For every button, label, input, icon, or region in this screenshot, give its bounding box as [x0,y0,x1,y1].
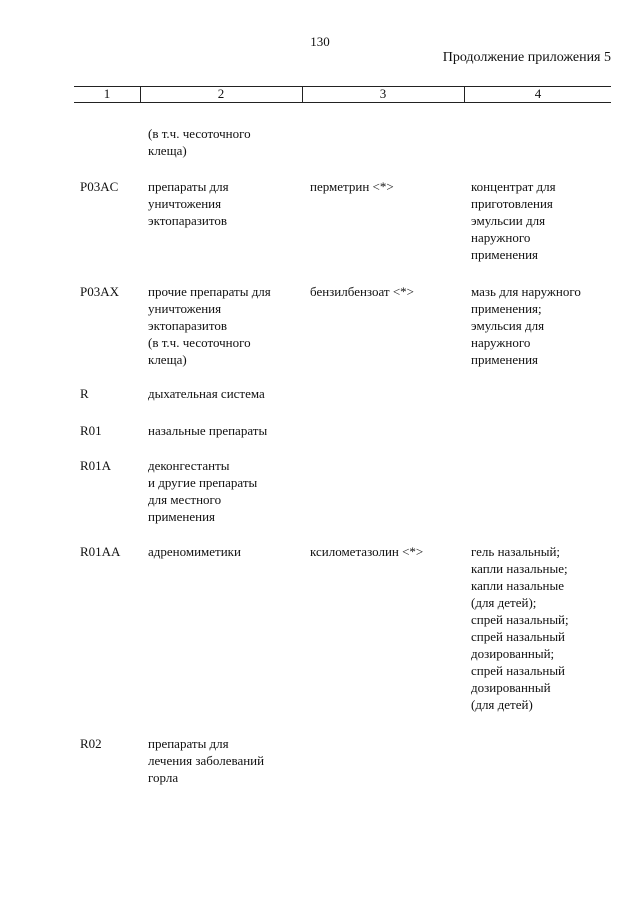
atc-code: P03AX [80,284,120,299]
group-name-line: для местного [148,492,222,507]
atc-code: R01A [80,458,112,473]
dosage-forms-line: мазь для наружного [471,284,581,299]
group-name [148,125,251,159]
dosage-forms-line: приготовления [471,196,553,211]
atc-code: R01 [80,423,102,438]
dosage-forms-line: спрей назальный [471,629,566,644]
header-cell-1: 1 [103,86,111,101]
group-name [148,543,241,560]
dosage-forms [471,283,581,368]
dosage-forms [471,178,556,263]
dosage-forms-line: наружного [471,335,531,350]
atc-code: R [80,386,89,401]
group-name-line: (в т.ч. чесоточного [148,335,251,350]
substance-name [310,283,414,300]
group-name-line: уничтожения [148,301,222,316]
atc-code: P03AC [80,179,119,194]
atc-code: R01AA [80,544,121,559]
page-number: 130 [310,34,330,49]
continuation-note: Продолжение приложения 5 [442,50,611,65]
group-name-line: клеща) [148,352,187,367]
group-name-line: препараты для [148,736,229,751]
dosage-forms-line: капли назальные; [471,561,568,576]
substance-name [310,178,394,195]
group-name [148,283,271,368]
dosage-forms-line: капли назальные [471,578,564,593]
dosage-forms-line: эмульсии для [471,213,546,228]
group-name-line: клеща) [148,143,187,158]
dosage-forms [471,543,569,713]
group-name-line: применения [148,509,216,524]
substance-name-line: ксилометазолин <*> [310,544,424,559]
group-name [148,457,257,525]
dosage-forms-line: применения [471,352,539,367]
dosage-forms-line: дозированный; [471,646,555,661]
group-name-line: препараты для [148,179,229,194]
dosage-forms-line: эмульсия для [471,318,545,333]
group-name-line: эктопаразитов [148,318,227,333]
group-name [148,178,229,229]
group-name-line: дыхательная система [148,386,265,401]
dosage-forms-line: применения; [471,301,542,316]
substance-name-line: бензилбензоат <*> [310,284,415,299]
dosage-forms-line: наружного [471,230,531,245]
dosage-forms-line: дозированный [471,680,551,695]
dosage-forms-line: спрей назальный [471,663,566,678]
dosage-forms-line: (для детей); [471,595,537,610]
group-name-line: и другие препараты [148,475,258,490]
header-cell-4: 4 [534,86,542,101]
group-name-line: эктопаразитов [148,213,227,228]
dosage-forms-line: концентрат для [471,179,556,194]
dosage-forms-line: спрей назальный; [471,612,569,627]
group-name-line: горла [148,770,179,785]
group-name [148,422,267,439]
header-cell-2: 2 [217,86,225,101]
atc-code: R02 [80,736,102,751]
group-name-line: прочие препараты для [148,284,271,299]
dosage-forms-line: применения [471,247,539,262]
group-name-line: уничтожения [148,196,222,211]
group-name-line: (в т.ч. чесоточного [148,126,251,141]
group-name-line: лечения заболеваний [148,753,265,768]
group-name-line: назальные препараты [148,423,268,438]
group-name-line: деконгестанты [148,458,230,473]
group-name [148,735,264,786]
substance-name-line: перметрин <*> [310,179,394,194]
substance-name [310,543,423,560]
table-header [74,86,611,103]
group-name-line: адреномиметики [148,544,241,559]
group-name [148,385,265,402]
dosage-forms-line: гель назальный; [471,544,561,559]
header-cell-3: 3 [379,86,387,101]
dosage-forms-line: (для детей) [471,697,533,712]
